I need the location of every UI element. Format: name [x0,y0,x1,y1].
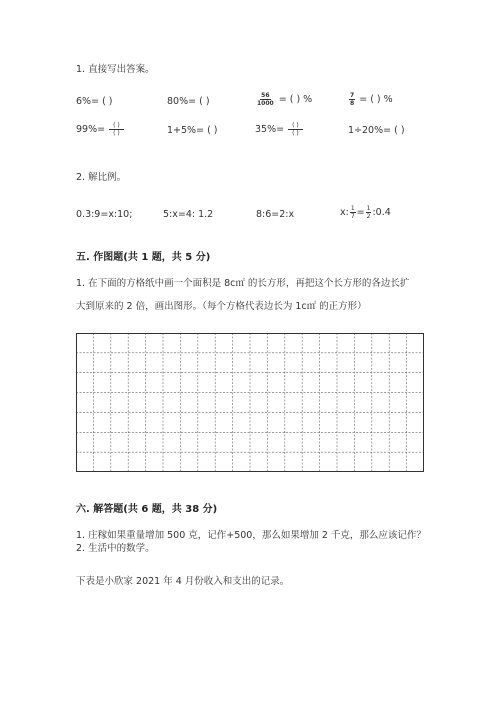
section6-question3: 下表是小欣家 2021 年 4 月份收入和支出的记录。 [76,576,290,587]
proportion-item: 8:6=2:x [256,209,295,220]
fraction-blank [109,122,124,137]
fraction-denominator: ( ) [113,130,120,137]
fraction-denominator: 2 [366,213,371,220]
calc-item [348,92,393,107]
calc-item [167,96,210,107]
section2-title: 2. 解比例。 [76,172,127,183]
calc-item [76,122,125,137]
fraction [350,205,356,220]
fraction-blank [288,122,303,137]
section5-heading: 五. 作图题(共 1 题，共 5 分) [76,252,211,263]
calc-item [348,125,405,136]
fraction-denominator: 7 [350,213,355,220]
fraction-numerator: ( ) [288,122,303,130]
grid-paper[interactable] [76,333,424,472]
answer-blank: ( ) [102,96,113,107]
fraction-denominator: 1000 [257,100,274,107]
proportion-item: 5:x=4: 1.2 [163,209,214,220]
fraction-numerator: 1 [366,205,371,212]
answer-blank: = ( ) % [278,94,313,105]
section5-question-line1: 1. 在下面的方格纸中画一个面积是 8c㎡ 的长方形，再把这个长方形的各边长扩 [76,278,410,289]
fraction [349,92,355,107]
calc-expression: 6%= [76,96,100,107]
fraction-denominator: 8 [350,100,355,107]
fraction-denominator: ( ) [292,130,299,137]
proportion-item: 0.3:9=x:10; [76,209,133,220]
section1-title: 1. 直接写出答案。 [76,64,155,75]
fraction-numerator: 1 [350,205,355,212]
answer-blank: ( ) [394,125,405,136]
fraction [256,92,275,107]
fraction [366,205,372,220]
calc-expression: 99%= [76,124,106,135]
fraction-numerator: ( ) [109,122,124,130]
calc-expression: 35%= [255,124,285,135]
calc-expression: 1÷20%= [348,125,392,136]
calc-item [76,96,113,107]
calc-item [255,92,312,107]
section6-question1: 1. 庄稼如果重量增加 500 克，记作+500，那么如果增加 2 千克，那么应该记作？ [76,530,426,541]
calc-item [167,125,218,136]
section5-question-line2: 大到原来的 2 倍，画出图形。（每个方格代表边长为 1c㎡ 的正方形） [76,301,367,312]
proportion-item: x: $\frac{1}{7}$ = $\frac{1}{2}$ :0.4 [340,205,391,220]
answer-blank: ( ) [199,96,210,107]
fraction-numerator: 7 [350,92,355,99]
calc-expression: 80%= [167,96,197,107]
section6-question2: 2. 生活中的数学。 [76,543,155,554]
answer-blank: ( ) [207,125,218,136]
fraction-numerator: 56 [261,92,270,99]
section6-heading: 六. 解答题(共 6 题，共 38 分) [76,504,218,515]
calc-item [255,122,304,137]
calc-expression: 1+5%= [167,125,205,136]
answer-blank: = ( ) % [359,94,393,105]
